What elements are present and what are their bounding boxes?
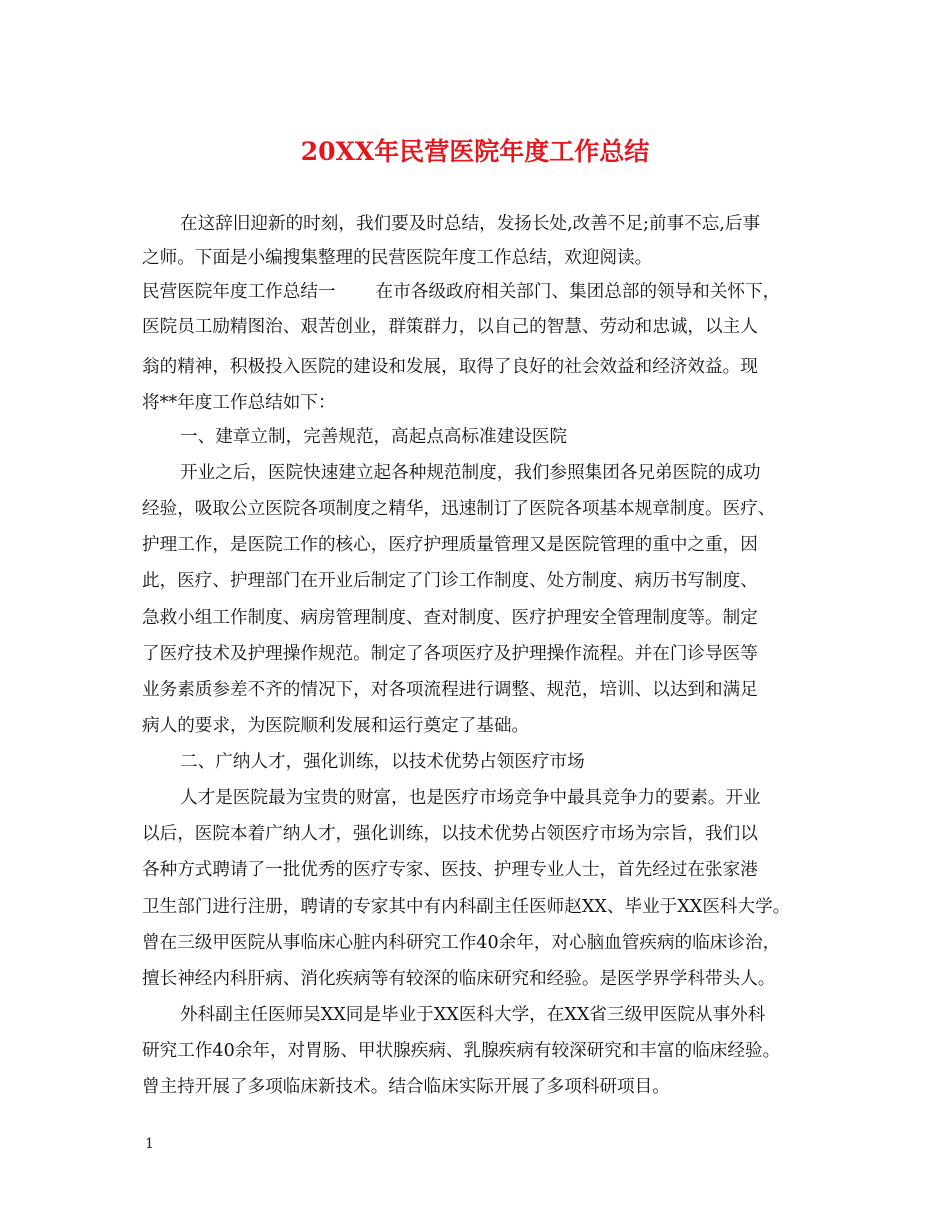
body-line: 开业之后，医院快速建立起各种规范制度，我们参照集团各兄弟医院的成功: [180, 463, 761, 483]
document-title: 20XX年民营医院年度工作总结: [300, 137, 650, 166]
body-line: 外科副主任医师吴XX同是毕业于XX医科大学，在XX省三级甲医院从事外科: [180, 1005, 766, 1025]
body-line: [142, 274, 780, 310]
body-line: 了医疗技术及护理操作规范。制定了各项医疗及护理操作流程。并在门诊导医等: [142, 644, 758, 664]
body-line: 在这辞旧迎新的时刻，我们要及时总结，发扬长处,改善不足;前事不忘,后事: [180, 214, 761, 234]
body-line: 病人的要求，为医院顺利发展和运行奠定了基础。: [142, 716, 530, 736]
body-line: 医院员工励精图治、艰苦创业，群策群力，以自己的智慧、劳动和忠诚，以主人: [142, 317, 758, 337]
body-line: 以后，医院本着广纳人才，强化训练，以技术优势占领医疗市场为宗旨，我们以: [142, 824, 758, 844]
body-line: 研究工作40余年，对胃肠、甲状腺疾病、乳腺疾病有较深研究和丰富的临床经验。: [142, 1041, 781, 1061]
body-text: 在市各级政府相关部门、集团总部的领导和关怀下，: [375, 282, 781, 302]
section-heading: 一、建章立制，完善规范，高起点高标准建设医院: [180, 427, 568, 447]
body-line: 卫生部门进行注册，聘请的专家其中有内科副主任医师赵XX、毕业于XX医科大学。: [142, 897, 791, 917]
body-line: 擅长神经内科肝病、消化疾病等有较深的临床研究和经验。是医学界学科带头人。: [142, 969, 776, 989]
body-line: 之师。下面是小编搜集整理的民营医院年度工作总结，欢迎阅读。: [142, 248, 653, 268]
body-line: 各种方式聘请了一批优秀的医疗专家、医技、护理专业人士，首先经过在张家港: [142, 860, 758, 880]
section-heading: 二、广纳人才，强化训练，以技术优势占领医疗市场: [180, 752, 585, 772]
page-number: 1: [145, 1136, 154, 1152]
body-line: 护理工作，是医院工作的核心，医疗护理质量管理又是医院管理的重中之重，因: [142, 535, 758, 555]
body-line: 人才是医院最为宝贵的财富，也是医疗市场竞争中最具竞争力的要素。开业: [180, 788, 761, 808]
body-line: 曾在三级甲医院从事临床心脏内科研究工作40余年，对心脑血管疾病的临床诊治，: [142, 933, 781, 953]
body-line: 经验，吸取公立医院各项制度之精华，迅速制订了医院各项基本规章制度。医疗、: [142, 499, 776, 519]
body-line: 业务素质参差不齐的情况下，对各项流程进行调整、规范，培训、以达到和满足: [142, 680, 758, 700]
body-line: 翁的精神，积极投入医院的建设和发展，取得了良好的社会效益和经济效益。现: [142, 357, 758, 377]
body-line: 将**年度工作总结如下：: [142, 393, 336, 413]
section-heading: 民营医院年度工作总结一: [142, 282, 336, 302]
body-line: 急救小组工作制度、病房管理制度、查对制度、医疗护理安全管理制度等。制定: [142, 608, 758, 628]
body-line: 曾主持开展了多项临床新技术。结合临床实际开展了多项科研项目。: [142, 1077, 670, 1097]
body-line: 此，医疗、护理部门在开业后制定了门诊工作制度、处方制度、病历书写制度、: [142, 571, 758, 591]
